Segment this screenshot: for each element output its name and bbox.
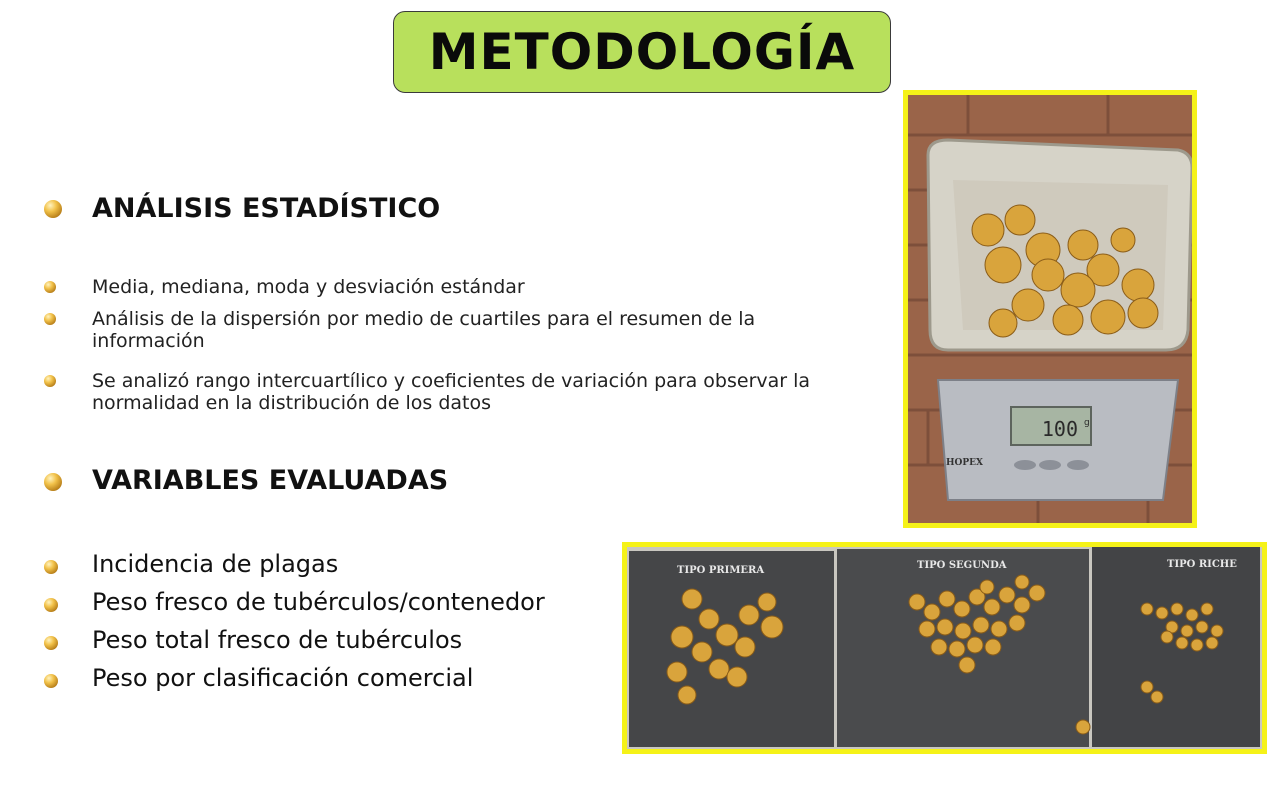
list-item: Peso fresco de tubérculos/contenedor [92, 588, 545, 616]
bullet-icon [44, 598, 58, 612]
class-label-riche: TIPO RICHE [1167, 559, 1237, 570]
photo-classification [622, 542, 1267, 754]
list-item: Peso total fresco de tubérculos [92, 626, 463, 654]
section-heading-analisis: ANÁLISIS ESTADÍSTICO [92, 193, 441, 224]
scale-display-unit: g [1084, 418, 1090, 428]
bullet-icon [44, 636, 58, 650]
list-item: Peso por clasificación comercial [92, 664, 474, 692]
list-item: Análisis de la dispersión por medio de cuartiles para el resumen de la información [92, 308, 756, 352]
scale-brand: HOPEX [946, 458, 983, 468]
class-label-segunda: TIPO SEGUNDA [917, 560, 1007, 571]
list-item: Se analizó rango intercuartílico y coeficientes de variación para observar la normalidad en la distribución de los datos [92, 370, 811, 414]
list-item: Media, mediana, moda y desviación estándar [92, 276, 525, 298]
page-title: METODOLOGÍA [428, 23, 856, 81]
bullet-icon [44, 200, 62, 218]
list-item: Incidencia de plagas [92, 550, 339, 578]
bullet-icon [44, 674, 58, 688]
bullet-icon [44, 560, 58, 574]
bullet-icon [44, 375, 56, 387]
scale-display-value: 100 [1041, 417, 1078, 441]
photo-scale-weighing [903, 90, 1197, 528]
class-label-primera: TIPO PRIMERA [677, 565, 765, 576]
title-banner [393, 11, 891, 93]
bullet-icon [44, 281, 56, 293]
section-heading-variables: VARIABLES EVALUADAS [92, 465, 449, 496]
bullet-icon [44, 313, 56, 325]
bullet-icon [44, 473, 62, 491]
